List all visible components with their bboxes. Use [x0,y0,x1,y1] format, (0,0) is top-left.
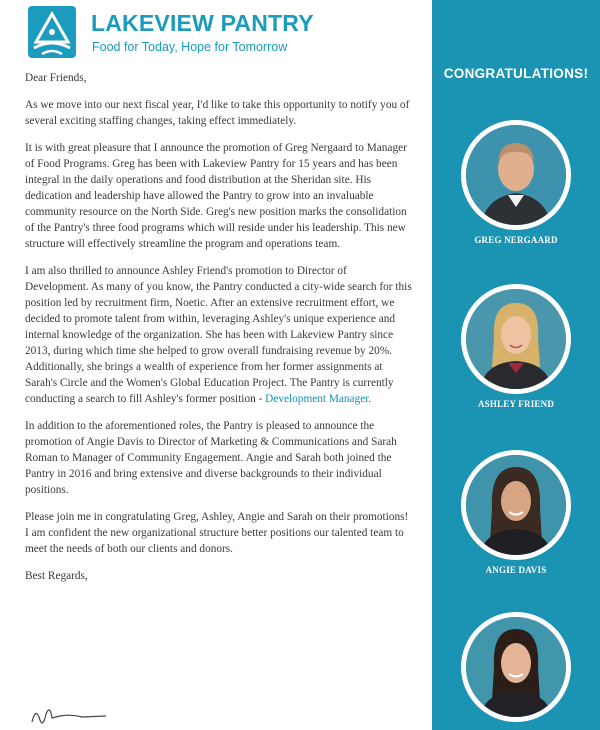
pantry-logo-icon [24,2,80,62]
portrait-photo [466,289,566,389]
portrait-photo [466,125,566,225]
handwritten-signature [30,702,110,730]
letter-closing: Best Regards, [25,570,88,582]
portrait-ring [461,450,571,560]
development-manager-link[interactable]: Development Manager [265,393,369,405]
letter-paragraph-1: As we move into our next fiscal year, I'd like to take this opportunity to notify you of several exciting staffing changes, taking effect immediately. [25,99,410,127]
congratulations-panel [432,0,600,730]
brand-name: LAKEVIEW PANTRY [91,10,314,36]
panel-title: CONGRATULATIONS! [443,66,589,81]
person-name: ANGIE DAVIS [485,565,547,575]
portrait-photo [466,617,566,717]
letter-body [25,70,413,595]
letter-paragraph-3-text: I am also thrilled to announce Ashley Friend's promotion to Director of Development. As many of you know, the Pantry conducted a city-wide search for this position led by recruitment firm, Noetic. After an extensive recruitment effort, we decided to promote talent from within, leveraging Ashley's unique experience and internal knowledge of the organization. She has been with Lakeview Pantry since 2013, during which time she helped to grow overall fundraising revenue by 20%. Additionally, she brings a wealth of experience from her former assignments at Sarah's Circle and the Women's Global Education Project. The Pantry is currently conducting a search to fill Ashley's former position - [25,265,412,405]
portrait-ring [461,284,571,394]
person-name: ASHLEY FRIEND [477,399,555,409]
letter-paragraph-2: It is with great pleasure that I announce the promotion of Greg Nergaard to Manager of Food Programs. Greg has been with Lakeview Pantry for 15 years and has been integral in the daily operations and food distribution at the Sheridan site. His dedication and leadership have allowed the Pantry to grow into an invaluable community resource on the North Side. Greg's new position marks the consolidation of the Pantry's three food programs which will reside under his leadership. This new structure will effectively streamline the program and operations team. [25,142,407,250]
letter-paragraph-4: In addition to the aforementioned roles, the Pantry is pleased to announce the promotion of Angie Davis to Director of Marketing & Communications and Sarah Roman to Manager of Community Engagement. Angie and Sarah both joined the Pantry in 2016 and bring extensive and diverse backgrounds to their individual positions. [25,420,397,496]
portrait-ring [461,120,571,230]
person-name: GREG NERGAARD [474,235,558,245]
letter-paragraph-3 [25,263,413,407]
brand-tagline: Food for Today, Hope for Tomorrow [92,40,288,54]
letter-paragraph-5: Please join me in congratulating Greg, Ashley, Angie and Sarah on their promotions! I am confident the new organizational structure better positions our talented team to meet the needs of both our clients and donors. [25,511,409,555]
portrait-photo [466,455,566,555]
letter-greeting: Dear Friends, [25,72,87,84]
portrait-ring [461,612,571,722]
letter-paragraph-3-end: . [368,393,372,405]
